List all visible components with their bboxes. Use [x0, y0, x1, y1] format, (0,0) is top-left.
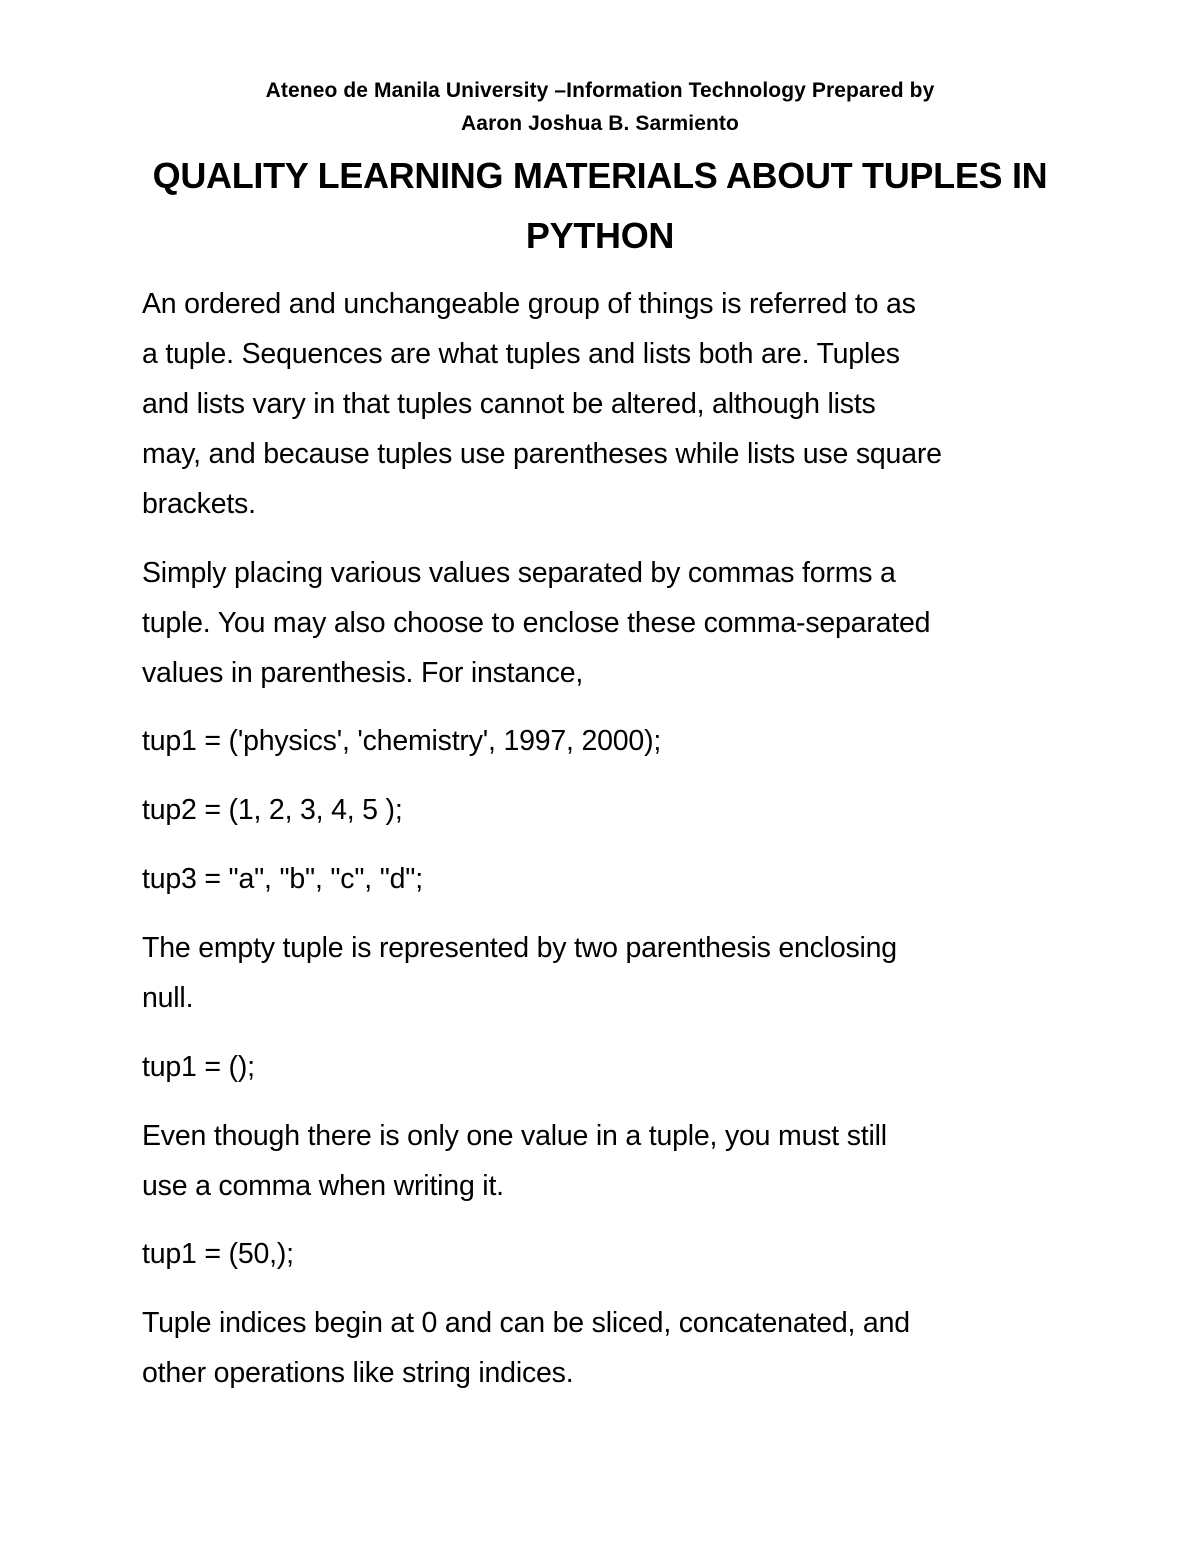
code-line: tup2 = (1, 2, 3, 4, 5 );: [142, 794, 403, 826]
paragraph-line: and lists vary in that tuples cannot be altered, although lists: [142, 388, 876, 420]
paragraph-line: Tuple indices begin at 0 and can be sliced, concatenated, and: [142, 1307, 910, 1339]
document-title: [120, 146, 1080, 266]
paragraph-line: use a comma when writing it.: [142, 1170, 504, 1202]
paragraph-line: An ordered and unchangeable group of things is referred to as: [142, 288, 916, 320]
title-line-2: PYTHON: [525, 215, 675, 256]
paragraph-line: brackets.: [142, 488, 256, 520]
paragraph-line: Even though there is only one value in a tuple, you must still: [142, 1120, 887, 1152]
paragraph-line: Simply placing various values separated by commas forms a: [142, 557, 896, 589]
paragraph-empty-tuple: [142, 923, 1072, 1023]
paragraph-line: a tuple. Sequences are what tuples and lists both are. Tuples: [142, 338, 900, 370]
code-empty-tuple: [142, 1042, 1072, 1092]
paragraph-intro: [142, 279, 1072, 529]
paragraph-line: values in parenthesis. For instance,: [142, 657, 584, 689]
code-line: tup1 = ('physics', 'chemistry', 1997, 2000);: [142, 725, 662, 757]
paragraph-line: The empty tuple is represented by two parenthesis enclosing: [142, 932, 897, 964]
code-line: tup3 = "a", "b", "c", "d";: [142, 863, 423, 895]
header-line-2: Aaron Joshua B. Sarmiento: [461, 112, 739, 135]
code-line: tup1 = ();: [142, 1051, 255, 1083]
title-line-1: QUALITY LEARNING MATERIALS ABOUT TUPLES IN: [152, 155, 1048, 196]
code-single-value: [142, 1229, 1072, 1279]
paragraph-single-value: [142, 1111, 1072, 1211]
paragraph-line: tuple. You may also choose to enclose these comma-separated: [142, 607, 931, 639]
paragraph-indices: [142, 1298, 1072, 1398]
code-example-3: [142, 854, 1072, 904]
paragraph-line: other operations like string indices.: [142, 1357, 574, 1389]
code-example-1: [142, 716, 1072, 766]
code-line: tup1 = (50,);: [142, 1238, 294, 1270]
paragraph-line: null.: [142, 982, 194, 1014]
header-line-1: Ateneo de Manila University –Information Technology Prepared by: [265, 79, 935, 102]
paragraph-creation: [142, 548, 1072, 698]
document-header: [150, 74, 1050, 140]
code-example-2: [142, 785, 1072, 835]
paragraph-line: may, and because tuples use parentheses while lists use square: [142, 438, 942, 470]
